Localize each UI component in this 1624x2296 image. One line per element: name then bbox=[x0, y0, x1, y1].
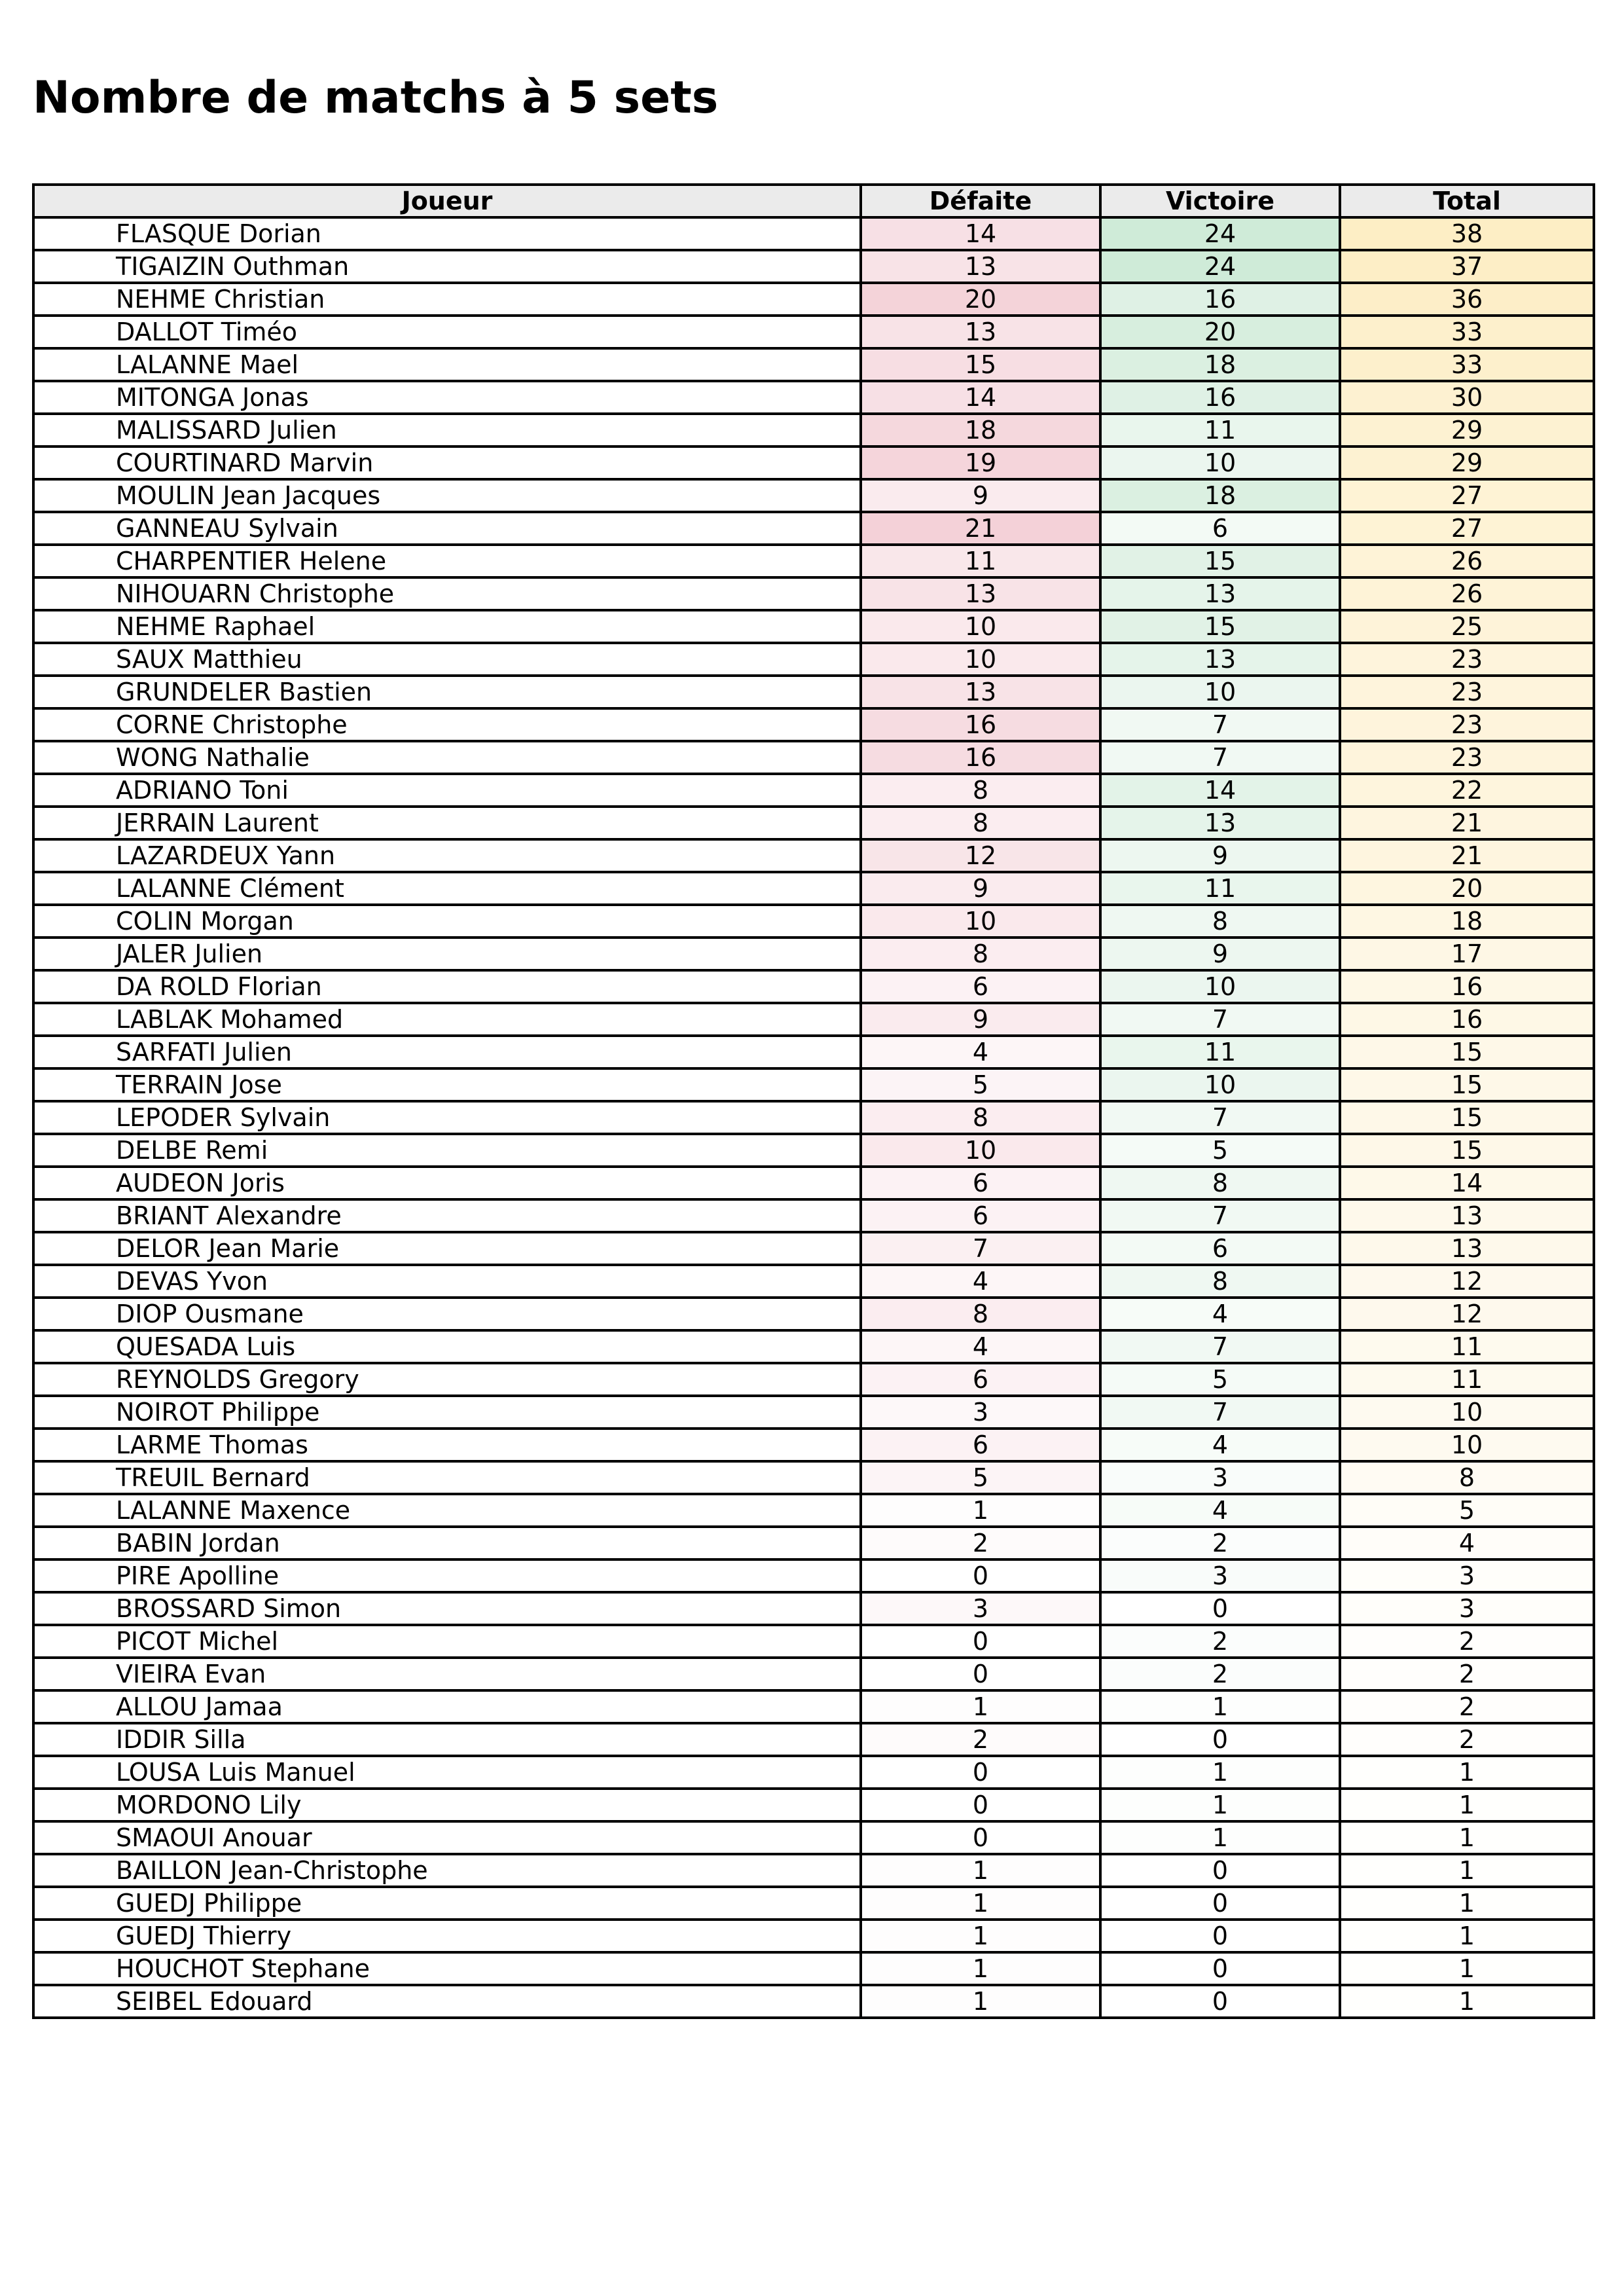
player-name-cell: VIEIRA Evan bbox=[33, 1658, 861, 1690]
table-row bbox=[33, 283, 1594, 316]
total-cell: 12 bbox=[1340, 1298, 1594, 1330]
table-row bbox=[33, 1363, 1594, 1396]
table-row bbox=[33, 1265, 1594, 1298]
total-cell: 16 bbox=[1340, 970, 1594, 1003]
total-cell: 1 bbox=[1340, 1756, 1594, 1789]
player-name-cell: PIRE Apolline bbox=[33, 1559, 861, 1592]
defaite-cell: 6 bbox=[861, 1363, 1100, 1396]
table-row bbox=[33, 708, 1594, 741]
player-name-cell: COLIN Morgan bbox=[33, 905, 861, 938]
victoire-cell: 5 bbox=[1100, 1363, 1340, 1396]
player-name-cell: NEHME Raphael bbox=[33, 610, 861, 643]
defaite-cell: 13 bbox=[861, 676, 1100, 708]
victoire-cell: 24 bbox=[1100, 217, 1340, 250]
defaite-cell: 0 bbox=[861, 1756, 1100, 1789]
total-cell: 1 bbox=[1340, 1789, 1594, 1821]
total-cell: 36 bbox=[1340, 283, 1594, 316]
table-row bbox=[33, 1003, 1594, 1036]
total-cell: 29 bbox=[1340, 414, 1594, 446]
victoire-cell: 8 bbox=[1100, 1167, 1340, 1199]
table-row bbox=[33, 1494, 1594, 1527]
victoire-cell: 2 bbox=[1100, 1625, 1340, 1658]
total-cell: 17 bbox=[1340, 938, 1594, 970]
player-name-cell: JALER Julien bbox=[33, 938, 861, 970]
player-name-cell: GRUNDELER Bastien bbox=[33, 676, 861, 708]
total-cell: 5 bbox=[1340, 1494, 1594, 1527]
defaite-cell: 10 bbox=[861, 643, 1100, 676]
table-row bbox=[33, 1396, 1594, 1429]
total-cell: 15 bbox=[1340, 1134, 1594, 1167]
defaite-cell: 3 bbox=[861, 1396, 1100, 1429]
total-cell: 30 bbox=[1340, 381, 1594, 414]
table-row bbox=[33, 676, 1594, 708]
table-row bbox=[33, 316, 1594, 348]
total-cell: 15 bbox=[1340, 1101, 1594, 1134]
table-row bbox=[33, 1854, 1594, 1887]
table-row bbox=[33, 1723, 1594, 1756]
defaite-cell: 19 bbox=[861, 446, 1100, 479]
defaite-cell: 4 bbox=[861, 1265, 1100, 1298]
total-cell: 3 bbox=[1340, 1592, 1594, 1625]
total-cell: 1 bbox=[1340, 1952, 1594, 1985]
defaite-cell: 3 bbox=[861, 1592, 1100, 1625]
table-row bbox=[33, 479, 1594, 512]
defaite-cell: 7 bbox=[861, 1232, 1100, 1265]
defaite-cell: 14 bbox=[861, 217, 1100, 250]
table-header-row bbox=[33, 185, 1594, 217]
player-name-cell: LALANNE Maxence bbox=[33, 1494, 861, 1527]
defaite-cell: 16 bbox=[861, 708, 1100, 741]
total-cell: 11 bbox=[1340, 1363, 1594, 1396]
defaite-cell: 0 bbox=[861, 1658, 1100, 1690]
victoire-cell: 9 bbox=[1100, 938, 1340, 970]
player-name-cell: LARME Thomas bbox=[33, 1429, 861, 1461]
table-row bbox=[33, 1232, 1594, 1265]
victoire-cell: 10 bbox=[1100, 1068, 1340, 1101]
defaite-cell: 2 bbox=[861, 1527, 1100, 1559]
player-name-cell: SMAOUI Anouar bbox=[33, 1821, 861, 1854]
table-row bbox=[33, 938, 1594, 970]
table-row bbox=[33, 1298, 1594, 1330]
defaite-cell: 12 bbox=[861, 839, 1100, 872]
total-cell: 13 bbox=[1340, 1232, 1594, 1265]
defaite-cell: 21 bbox=[861, 512, 1100, 545]
victoire-cell: 13 bbox=[1100, 577, 1340, 610]
total-cell: 15 bbox=[1340, 1036, 1594, 1068]
player-name-cell: PICOT Michel bbox=[33, 1625, 861, 1658]
defaite-cell: 8 bbox=[861, 1101, 1100, 1134]
player-name-cell: BAILLON Jean-Christophe bbox=[33, 1854, 861, 1887]
column-header-joueur: Joueur bbox=[33, 185, 861, 217]
total-cell: 2 bbox=[1340, 1658, 1594, 1690]
defaite-cell: 20 bbox=[861, 283, 1100, 316]
table-row bbox=[33, 545, 1594, 577]
table-row bbox=[33, 1592, 1594, 1625]
table-row bbox=[33, 1920, 1594, 1952]
player-name-cell: LABLAK Mohamed bbox=[33, 1003, 861, 1036]
victoire-cell: 10 bbox=[1100, 446, 1340, 479]
player-name-cell: LEPODER Sylvain bbox=[33, 1101, 861, 1134]
victoire-cell: 16 bbox=[1100, 283, 1340, 316]
player-name-cell: DIOP Ousmane bbox=[33, 1298, 861, 1330]
victoire-cell: 7 bbox=[1100, 1101, 1340, 1134]
table-row bbox=[33, 1036, 1594, 1068]
player-name-cell: MALISSARD Julien bbox=[33, 414, 861, 446]
victoire-cell: 1 bbox=[1100, 1821, 1340, 1854]
player-name-cell: WONG Nathalie bbox=[33, 741, 861, 774]
defaite-cell: 9 bbox=[861, 1003, 1100, 1036]
player-name-cell: TREUIL Bernard bbox=[33, 1461, 861, 1494]
victoire-cell: 13 bbox=[1100, 807, 1340, 839]
total-cell: 14 bbox=[1340, 1167, 1594, 1199]
total-cell: 10 bbox=[1340, 1396, 1594, 1429]
total-cell: 1 bbox=[1340, 1854, 1594, 1887]
total-cell: 15 bbox=[1340, 1068, 1594, 1101]
defaite-cell: 4 bbox=[861, 1330, 1100, 1363]
total-cell: 27 bbox=[1340, 512, 1594, 545]
player-name-cell: MOULIN Jean Jacques bbox=[33, 479, 861, 512]
victoire-cell: 0 bbox=[1100, 1985, 1340, 2018]
defaite-cell: 11 bbox=[861, 545, 1100, 577]
victoire-cell: 24 bbox=[1100, 250, 1340, 283]
table-row bbox=[33, 1952, 1594, 1985]
victoire-cell: 15 bbox=[1100, 610, 1340, 643]
victoire-cell: 11 bbox=[1100, 872, 1340, 905]
table-row bbox=[33, 807, 1594, 839]
defaite-cell: 5 bbox=[861, 1461, 1100, 1494]
victoire-cell: 7 bbox=[1100, 1396, 1340, 1429]
player-name-cell: GUEDJ Thierry bbox=[33, 1920, 861, 1952]
victoire-cell: 3 bbox=[1100, 1461, 1340, 1494]
player-name-cell: REYNOLDS Gregory bbox=[33, 1363, 861, 1396]
table-row bbox=[33, 250, 1594, 283]
page-title: Nombre de matchs à 5 sets bbox=[33, 72, 719, 124]
victoire-cell: 1 bbox=[1100, 1690, 1340, 1723]
total-cell: 22 bbox=[1340, 774, 1594, 807]
defaite-cell: 8 bbox=[861, 807, 1100, 839]
table-row bbox=[33, 1461, 1594, 1494]
player-name-cell: IDDIR Silla bbox=[33, 1723, 861, 1756]
player-name-cell: TIGAIZIN Outhman bbox=[33, 250, 861, 283]
total-cell: 25 bbox=[1340, 610, 1594, 643]
victoire-cell: 8 bbox=[1100, 1265, 1340, 1298]
stats-table bbox=[32, 183, 1595, 2019]
total-cell: 11 bbox=[1340, 1330, 1594, 1363]
total-cell: 1 bbox=[1340, 1920, 1594, 1952]
defaite-cell: 4 bbox=[861, 1036, 1100, 1068]
total-cell: 33 bbox=[1340, 316, 1594, 348]
table-row bbox=[33, 1330, 1594, 1363]
defaite-cell: 1 bbox=[861, 1854, 1100, 1887]
table-row bbox=[33, 1527, 1594, 1559]
defaite-cell: 6 bbox=[861, 1429, 1100, 1461]
player-name-cell: CORNE Christophe bbox=[33, 708, 861, 741]
total-cell: 21 bbox=[1340, 839, 1594, 872]
player-name-cell: NIHOUARN Christophe bbox=[33, 577, 861, 610]
column-header-victoire: Victoire bbox=[1100, 185, 1340, 217]
player-name-cell: SEIBEL Edouard bbox=[33, 1985, 861, 2018]
victoire-cell: 8 bbox=[1100, 905, 1340, 938]
table-row bbox=[33, 970, 1594, 1003]
victoire-cell: 18 bbox=[1100, 348, 1340, 381]
victoire-cell: 0 bbox=[1100, 1887, 1340, 1920]
victoire-cell: 0 bbox=[1100, 1592, 1340, 1625]
player-name-cell: HOUCHOT Stephane bbox=[33, 1952, 861, 1985]
player-name-cell: ADRIANO Toni bbox=[33, 774, 861, 807]
defaite-cell: 8 bbox=[861, 1298, 1100, 1330]
total-cell: 21 bbox=[1340, 807, 1594, 839]
column-header-defaite: Défaite bbox=[861, 185, 1100, 217]
defaite-cell: 18 bbox=[861, 414, 1100, 446]
defaite-cell: 5 bbox=[861, 1068, 1100, 1101]
table-row bbox=[33, 1690, 1594, 1723]
total-cell: 2 bbox=[1340, 1625, 1594, 1658]
table-row bbox=[33, 348, 1594, 381]
victoire-cell: 11 bbox=[1100, 414, 1340, 446]
defaite-cell: 9 bbox=[861, 872, 1100, 905]
table-row bbox=[33, 217, 1594, 250]
table-row bbox=[33, 577, 1594, 610]
table-row bbox=[33, 1101, 1594, 1134]
player-name-cell: SAUX Matthieu bbox=[33, 643, 861, 676]
player-name-cell: LALANNE Mael bbox=[33, 348, 861, 381]
player-name-cell: GANNEAU Sylvain bbox=[33, 512, 861, 545]
defaite-cell: 0 bbox=[861, 1625, 1100, 1658]
player-name-cell: FLASQUE Dorian bbox=[33, 217, 861, 250]
victoire-cell: 3 bbox=[1100, 1559, 1340, 1592]
victoire-cell: 5 bbox=[1100, 1134, 1340, 1167]
table-row bbox=[33, 414, 1594, 446]
table-row bbox=[33, 1559, 1594, 1592]
table-row bbox=[33, 1068, 1594, 1101]
player-name-cell: JERRAIN Laurent bbox=[33, 807, 861, 839]
defaite-cell: 1 bbox=[861, 1887, 1100, 1920]
player-name-cell: DELOR Jean Marie bbox=[33, 1232, 861, 1265]
victoire-cell: 2 bbox=[1100, 1527, 1340, 1559]
total-cell: 26 bbox=[1340, 577, 1594, 610]
player-name-cell: ALLOU Jamaa bbox=[33, 1690, 861, 1723]
table-row bbox=[33, 1985, 1594, 2018]
player-name-cell: DELBE Remi bbox=[33, 1134, 861, 1167]
total-cell: 16 bbox=[1340, 1003, 1594, 1036]
defaite-cell: 8 bbox=[861, 938, 1100, 970]
player-name-cell: LAZARDEUX Yann bbox=[33, 839, 861, 872]
total-cell: 23 bbox=[1340, 676, 1594, 708]
victoire-cell: 4 bbox=[1100, 1298, 1340, 1330]
table-row bbox=[33, 774, 1594, 807]
total-cell: 20 bbox=[1340, 872, 1594, 905]
victoire-cell: 14 bbox=[1100, 774, 1340, 807]
player-name-cell: COURTINARD Marvin bbox=[33, 446, 861, 479]
total-cell: 12 bbox=[1340, 1265, 1594, 1298]
total-cell: 2 bbox=[1340, 1690, 1594, 1723]
defaite-cell: 6 bbox=[861, 1167, 1100, 1199]
table-row bbox=[33, 839, 1594, 872]
defaite-cell: 1 bbox=[861, 1690, 1100, 1723]
defaite-cell: 0 bbox=[861, 1789, 1100, 1821]
victoire-cell: 1 bbox=[1100, 1789, 1340, 1821]
victoire-cell: 7 bbox=[1100, 1199, 1340, 1232]
defaite-cell: 1 bbox=[861, 1985, 1100, 2018]
player-name-cell: DALLOT Timéo bbox=[33, 316, 861, 348]
table-row bbox=[33, 1625, 1594, 1658]
victoire-cell: 13 bbox=[1100, 643, 1340, 676]
table-row bbox=[33, 1789, 1594, 1821]
table-row bbox=[33, 741, 1594, 774]
defaite-cell: 2 bbox=[861, 1723, 1100, 1756]
victoire-cell: 7 bbox=[1100, 1003, 1340, 1036]
total-cell: 13 bbox=[1340, 1199, 1594, 1232]
defaite-cell: 1 bbox=[861, 1920, 1100, 1952]
total-cell: 18 bbox=[1340, 905, 1594, 938]
player-name-cell: BABIN Jordan bbox=[33, 1527, 861, 1559]
defaite-cell: 1 bbox=[861, 1494, 1100, 1527]
total-cell: 1 bbox=[1340, 1985, 1594, 2018]
defaite-cell: 8 bbox=[861, 774, 1100, 807]
defaite-cell: 9 bbox=[861, 479, 1100, 512]
table-body bbox=[33, 217, 1594, 2018]
player-name-cell: NOIROT Philippe bbox=[33, 1396, 861, 1429]
table-row bbox=[33, 905, 1594, 938]
total-cell: 38 bbox=[1340, 217, 1594, 250]
table-row bbox=[33, 1821, 1594, 1854]
table-row bbox=[33, 381, 1594, 414]
table-row bbox=[33, 1199, 1594, 1232]
defaite-cell: 10 bbox=[861, 610, 1100, 643]
total-cell: 1 bbox=[1340, 1821, 1594, 1854]
player-name-cell: SARFATI Julien bbox=[33, 1036, 861, 1068]
total-cell: 1 bbox=[1340, 1887, 1594, 1920]
victoire-cell: 16 bbox=[1100, 381, 1340, 414]
defaite-cell: 10 bbox=[861, 905, 1100, 938]
victoire-cell: 9 bbox=[1100, 839, 1340, 872]
defaite-cell: 6 bbox=[861, 1199, 1100, 1232]
player-name-cell: MORDONO Lily bbox=[33, 1789, 861, 1821]
player-name-cell: AUDEON Joris bbox=[33, 1167, 861, 1199]
victoire-cell: 0 bbox=[1100, 1952, 1340, 1985]
victoire-cell: 4 bbox=[1100, 1429, 1340, 1461]
player-name-cell: MITONGA Jonas bbox=[33, 381, 861, 414]
table-row bbox=[33, 610, 1594, 643]
defaite-cell: 14 bbox=[861, 381, 1100, 414]
total-cell: 4 bbox=[1340, 1527, 1594, 1559]
player-name-cell: LALANNE Clément bbox=[33, 872, 861, 905]
total-cell: 33 bbox=[1340, 348, 1594, 381]
player-name-cell: LOUSA Luis Manuel bbox=[33, 1756, 861, 1789]
victoire-cell: 0 bbox=[1100, 1854, 1340, 1887]
victoire-cell: 0 bbox=[1100, 1723, 1340, 1756]
defaite-cell: 16 bbox=[861, 741, 1100, 774]
total-cell: 26 bbox=[1340, 545, 1594, 577]
total-cell: 10 bbox=[1340, 1429, 1594, 1461]
total-cell: 27 bbox=[1340, 479, 1594, 512]
table-row bbox=[33, 1167, 1594, 1199]
player-name-cell: NEHME Christian bbox=[33, 283, 861, 316]
column-header-total: Total bbox=[1340, 185, 1594, 217]
player-name-cell: GUEDJ Philippe bbox=[33, 1887, 861, 1920]
victoire-cell: 15 bbox=[1100, 545, 1340, 577]
defaite-cell: 1 bbox=[861, 1952, 1100, 1985]
total-cell: 37 bbox=[1340, 250, 1594, 283]
defaite-cell: 15 bbox=[861, 348, 1100, 381]
victoire-cell: 18 bbox=[1100, 479, 1340, 512]
defaite-cell: 10 bbox=[861, 1134, 1100, 1167]
total-cell: 29 bbox=[1340, 446, 1594, 479]
table-row bbox=[33, 643, 1594, 676]
player-name-cell: CHARPENTIER Helene bbox=[33, 545, 861, 577]
defaite-cell: 13 bbox=[861, 577, 1100, 610]
table-row bbox=[33, 1756, 1594, 1789]
victoire-cell: 6 bbox=[1100, 1232, 1340, 1265]
victoire-cell: 7 bbox=[1100, 1330, 1340, 1363]
total-cell: 3 bbox=[1340, 1559, 1594, 1592]
player-name-cell: BRIANT Alexandre bbox=[33, 1199, 861, 1232]
table-row bbox=[33, 1658, 1594, 1690]
victoire-cell: 20 bbox=[1100, 316, 1340, 348]
victoire-cell: 6 bbox=[1100, 512, 1340, 545]
table-row bbox=[33, 1429, 1594, 1461]
defaite-cell: 13 bbox=[861, 316, 1100, 348]
defaite-cell: 0 bbox=[861, 1559, 1100, 1592]
victoire-cell: 7 bbox=[1100, 708, 1340, 741]
table-row bbox=[33, 1134, 1594, 1167]
total-cell: 23 bbox=[1340, 741, 1594, 774]
defaite-cell: 13 bbox=[861, 250, 1100, 283]
table-row bbox=[33, 1887, 1594, 1920]
total-cell: 23 bbox=[1340, 643, 1594, 676]
defaite-cell: 0 bbox=[861, 1821, 1100, 1854]
player-name-cell: DEVAS Yvon bbox=[33, 1265, 861, 1298]
player-name-cell: QUESADA Luis bbox=[33, 1330, 861, 1363]
victoire-cell: 0 bbox=[1100, 1920, 1340, 1952]
victoire-cell: 10 bbox=[1100, 676, 1340, 708]
total-cell: 23 bbox=[1340, 708, 1594, 741]
table-row bbox=[33, 446, 1594, 479]
victoire-cell: 11 bbox=[1100, 1036, 1340, 1068]
player-name-cell: TERRAIN Jose bbox=[33, 1068, 861, 1101]
victoire-cell: 4 bbox=[1100, 1494, 1340, 1527]
total-cell: 2 bbox=[1340, 1723, 1594, 1756]
player-name-cell: DA ROLD Florian bbox=[33, 970, 861, 1003]
player-name-cell: BROSSARD Simon bbox=[33, 1592, 861, 1625]
table-row bbox=[33, 872, 1594, 905]
table-row bbox=[33, 512, 1594, 545]
defaite-cell: 6 bbox=[861, 970, 1100, 1003]
victoire-cell: 7 bbox=[1100, 741, 1340, 774]
victoire-cell: 10 bbox=[1100, 970, 1340, 1003]
victoire-cell: 1 bbox=[1100, 1756, 1340, 1789]
victoire-cell: 2 bbox=[1100, 1658, 1340, 1690]
total-cell: 8 bbox=[1340, 1461, 1594, 1494]
